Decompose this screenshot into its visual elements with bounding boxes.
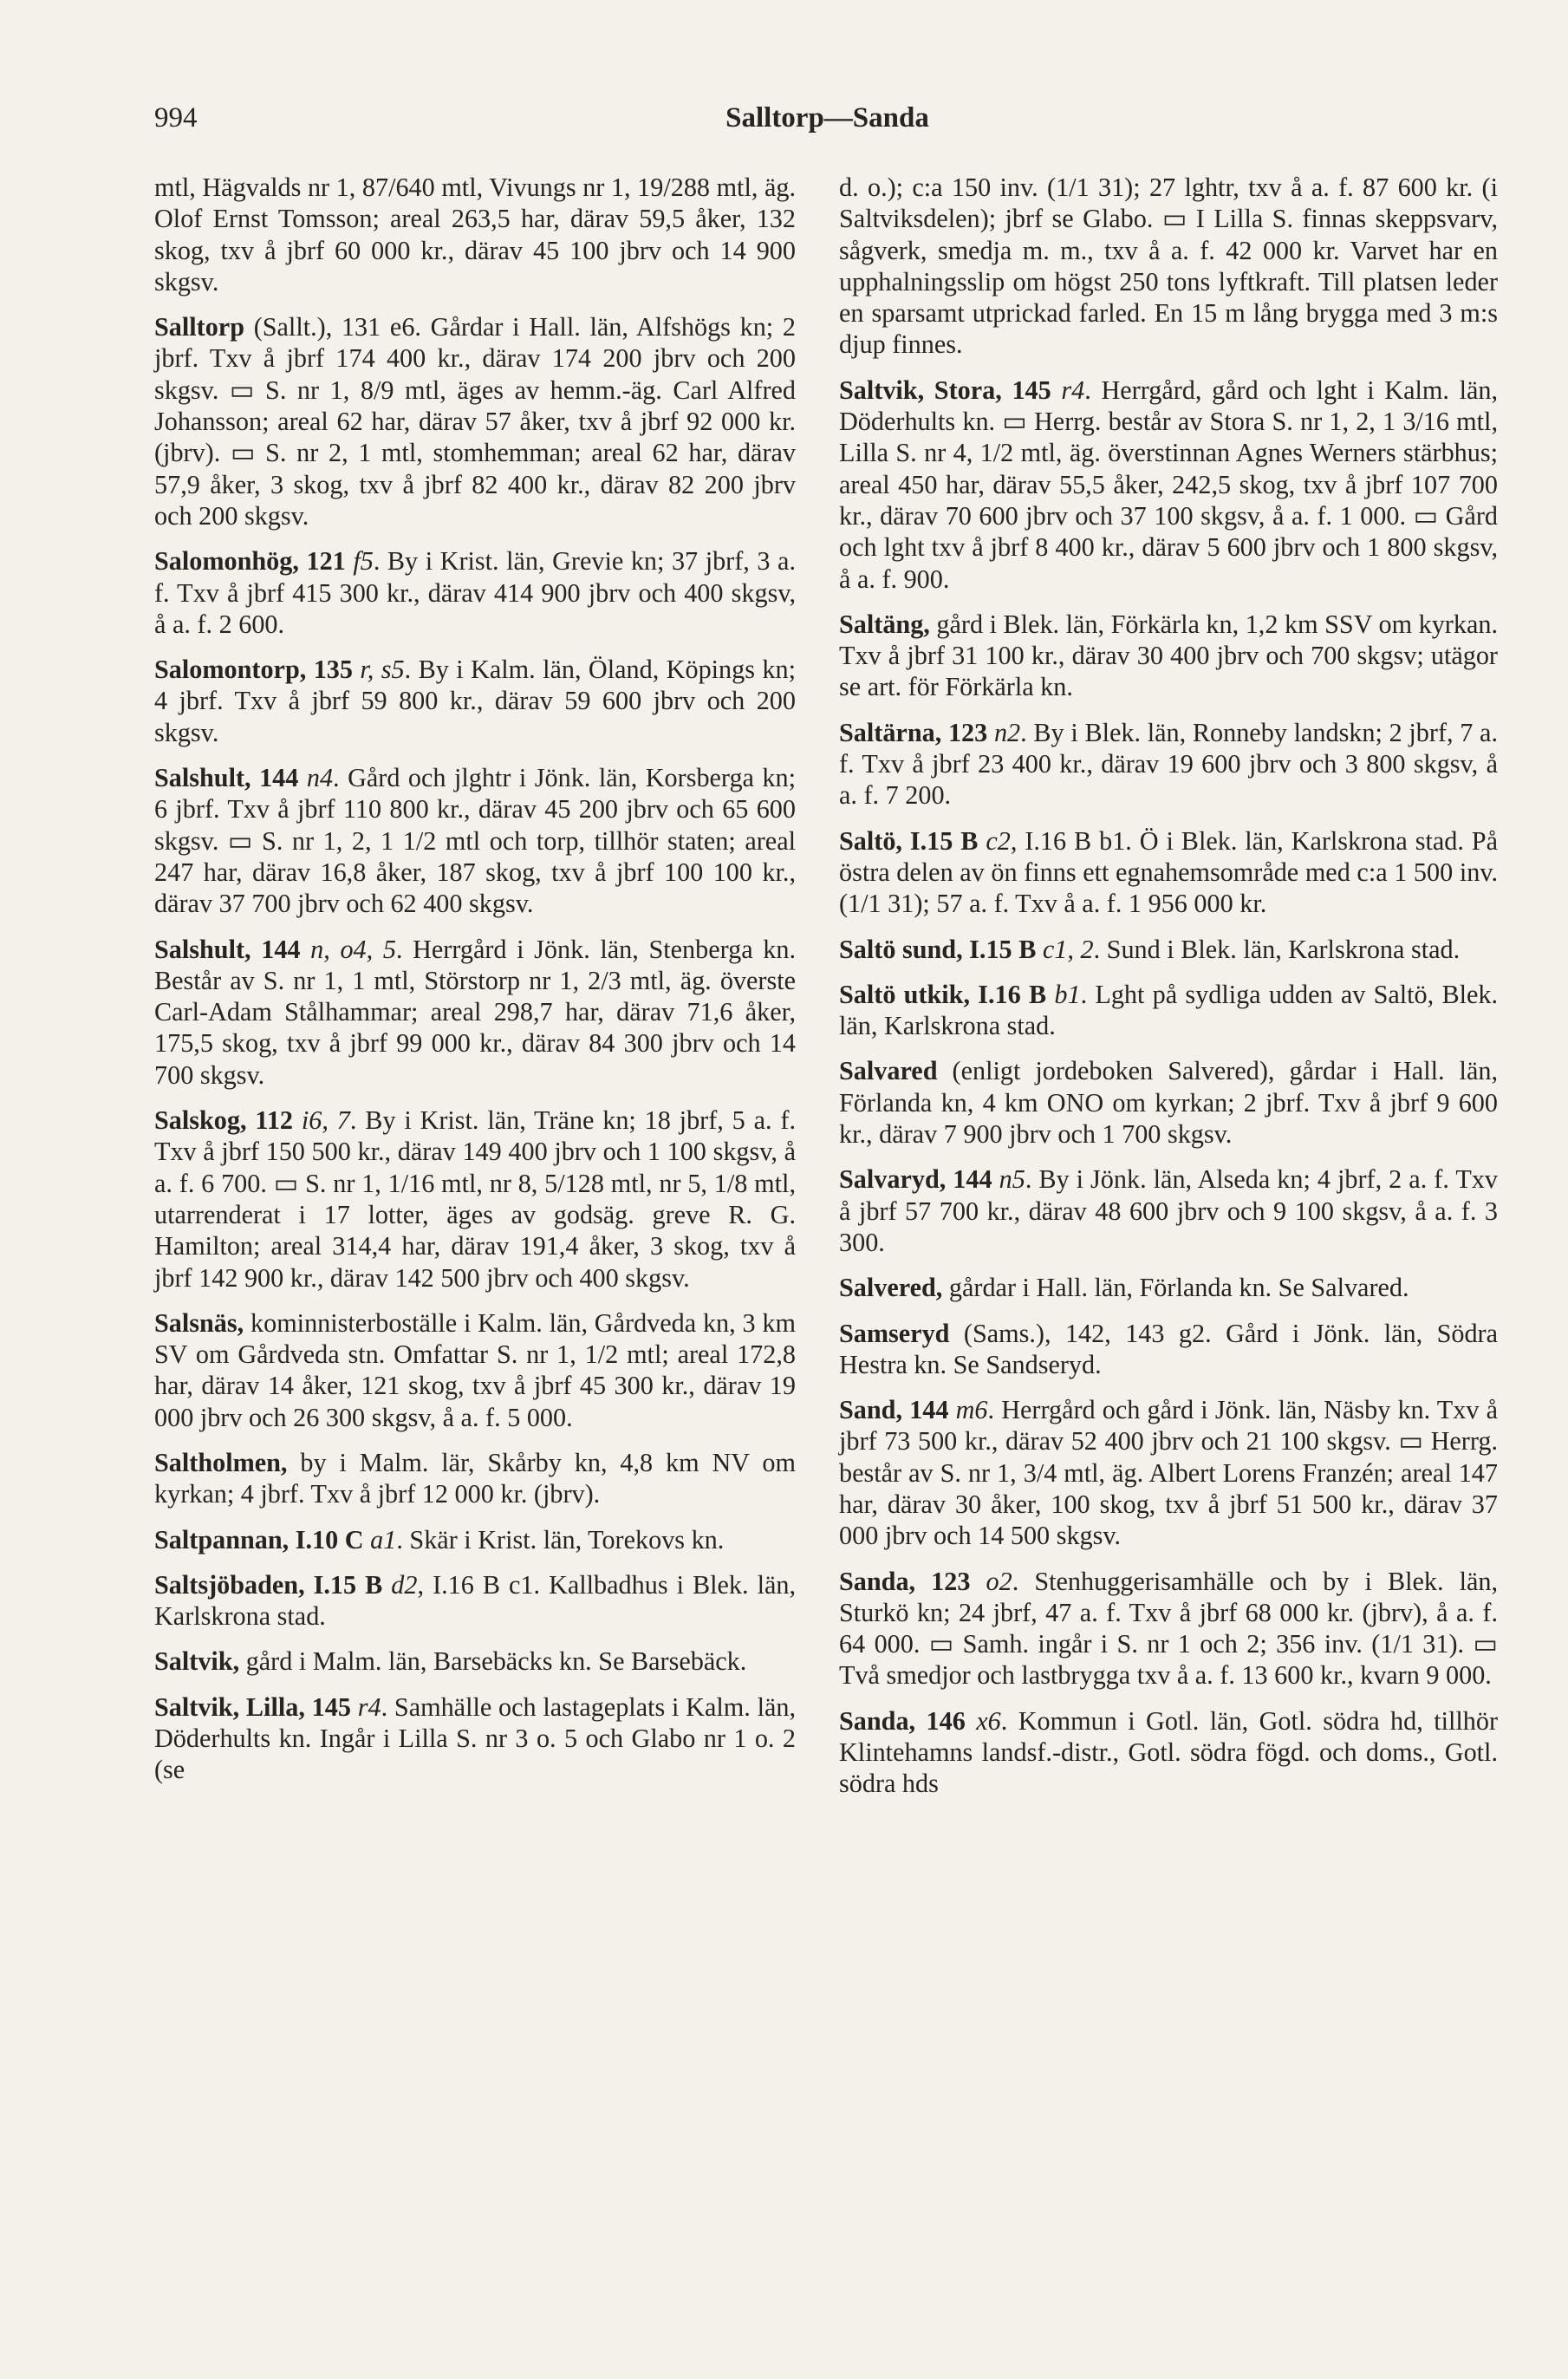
running-head: Salltorp—Sanda [725,102,929,134]
map-reference: a1 [363,1524,397,1554]
gazetteer-entry [154,1307,796,1433]
entry-headword: Salvared [839,1056,938,1086]
entry-text: . Samhälle och lastageplats i Kalm. län, Döderhults kn. Ingår i Lilla S. nr 3 o. 5 och Glabo nr 1 o. 2 (se [154,1691,797,1785]
entry-headword: Saltö utkik, I.16 B [839,979,1047,1009]
gazetteer-entry [839,1272,1498,1303]
gazetteer-entry [839,172,1498,361]
gazetteer-entry [839,979,1498,1042]
entry-headword: Saltö, I.15 B [839,825,979,856]
gazetteer-entry [154,934,796,1091]
map-reference: b1 [1046,979,1081,1009]
gazetteer-entry [154,1524,796,1555]
entry-text: . By i Krist. län, Träne kn; 18 jbrf, 5 a. f. Txv å jbrf 150 500 kr., därav 149 400 jbrv och 1 100 skgsv, å a. f. 6 700. ▭ S. nr 1, 1/16 mtl, nr 8, 5/128 mtl, nr 5, 1/8 mtl, utarrenderat i 17 lotter, äges av godsäg. greve R. G. Hamilton; areal 314,4 har, därav 191,4 åker, 3 skog, txv å jbrf 142 900 kr., därav 142 500 jbrv och 400 skgsv. [154,1105,797,1293]
page-number: 994 [154,102,198,134]
entry-text: (enligt jordeboken Salvered), gårdar i Hall. län, Förlanda kn, 4 km ONO om kyrkan; 2 jbrf. Txv å jbrf 9 600 kr., därav 7 900 jbrv och 1 700 skgsv. [839,1056,1498,1150]
gazetteer-entry [154,1691,796,1786]
entry-text: . By i Blek. län, Ronneby landskn; 2 jbrf, 7 a. f. Txv å jbrf 23 400 kr., därav 19 600 jbrv och 3 800 skgsv, å a. f. 7 200. [839,717,1499,811]
entry-text: . Herrgård och gård i Jönk. län, Näsby kn. Txv å jbrf 73 500 kr., därav 52 400 jbrv och 21 100 skgsv. ▭ Herrg. består av S. nr 1, 3/4 mtl, äg. Albert Lorens Franzén; areal 147 har, därav 30 åker, 100 skog, txv å jbrf 51 500 kr., därav 37 000 jbrv och 14 500 skgsv. [839,1395,1498,1551]
gazetteer-entry [154,172,796,297]
entry-text: gård i Blek. län, Förkärla kn, 1,2 km SSV om kyrkan. Txv å jbrf 31 100 kr., därav 30 400 jbrv och 700 skgsv; utägor se art. för Förkärla kn. [839,609,1498,702]
entry-text: mtl, Hägvalds nr 1, 87/640 mtl, Vivungs nr 1, 19/288 mtl, äg. Olof Ernst Tomsson; areal 263,5 har, därav 59,5 åker, 132 skog, txv å jbrf 60 000 kr., därav 45 100 jbrv och 14 900 skgsv. [154,173,796,297]
entry-text: . Skär i Krist. län, Torekovs kn. [396,1524,725,1554]
gazetteer-entry [154,762,796,919]
gazetteer-entry [839,825,1498,920]
map-reference: i6, 7 [293,1105,350,1136]
gazetteer-entry [154,1569,796,1633]
entry-text: , I.16 B b1. Ö i Blek. län, Karlskrona stad. På östra delen av ön finns ett egnahemsområde med c:a 1 500 inv. (1/1 31); 57 a. f. Txv å a. f. 1 956 000 kr. [839,825,1498,919]
entry-text: . Gård och jlghtr i Jönk. län, Korsberga kn; 6 jbrf. Txv å jbrf 110 800 kr., därav 45 200 jbrv och 65 600 skgsv. ▭ S. nr 1, 2, 1 1/2 mtl och torp, tillhör staten; areal 247 har, därav 16,8 åker, 187 skog, txv å jbrf 100 100 kr., därav 37 700 jbrv och 62 400 skgsv. [154,763,797,919]
entry-headword: Saltvik, [154,1646,240,1677]
gazetteer-entry [839,1163,1498,1258]
gazetteer-entry [154,1646,796,1677]
entry-text: . Herrgård i Jönk. län, Stenberga kn. Består av S. nr 1, 1 mtl, Störstorp nr 1, 2/3 mtl, äg. överste Carl-Adam Stålhammar; areal 298,7 har, därav 71,6 åker, 175,5 skog, txv å jbrf 99 000 kr., därav 84 300 jbrv och 14 700 skgsv. [154,934,797,1090]
entry-text: , I.16 B c1. Kallbadhus i Blek. län, Karlskrona stad. [154,1569,796,1632]
map-reference: n2 [987,717,1021,747]
entry-headword: Salshult, 144 [154,763,299,793]
gazetteer-entry [154,311,796,531]
entry-headword: Saltärna, 123 [839,717,988,747]
entry-text: gårdar i Hall. län, Förlanda kn. Se Salvared. [942,1273,1409,1303]
entry-headword: Salomonhög, 121 [154,546,346,577]
map-reference: m6 [948,1395,988,1425]
entry-headword: Sanda, 146 [839,1705,966,1736]
entry-headword: Saltsjöbaden, I.15 B [154,1569,383,1600]
entry-headword: Saltpannan, I.10 C [154,1524,364,1554]
entry-headword: Salshult, 144 [154,934,301,964]
map-reference: n5 [992,1164,1025,1195]
gazetteer-entry [839,1394,1498,1551]
entry-text: (Sams.), 142, 143 g2. Gård i Jönk. län, Södra Hestra kn. Se Sandseryd. [839,1318,1498,1379]
entry-headword: Saltvik, Lilla, 145 [154,1691,351,1722]
entry-headword: Samseryd [839,1318,950,1348]
right-column [839,172,1498,1814]
entry-text: . Stenhuggerisamhälle och by i Blek. län, Sturkö kn; 24 jbrf, 47 a. f. Txv å jbrf 68 000 kr. (jbrv), å a. f. 64 000. ▭ Samh. ingår i S. nr 1 och 2; 356 inv. (1/1 31). ▭ Två smedjor och lastbrygga txv å a. f. 13 600 kr., kvarn 9 000. [839,1566,1498,1691]
map-reference: c1, 2 [1036,934,1094,964]
entry-text: . Sund i Blek. län, Karlskrona stad. [1093,934,1461,964]
entry-text: (Sallt.), 131 e6. Gårdar i Hall. län, Alfshögs kn; 2 jbrf. Txv å jbrf 174 400 kr., därav 174 200 jbrv och 200 skgsv. ▭ S. nr 1, 8/9 mtl, äges av hemm.-äg. Carl Alfred Johansson; areal 62 har, därav 57 åker, txv å jbrf 92 000 kr. (jbrv). ▭ S. nr 2, 1 mtl, stomhemman; areal 62 har, därav 57,9 åker, 3 skog, txv å jbrf 82 400 kr., därav 82 200 jbrv och 200 skgsv. [154,312,796,531]
gazetteer-entry [839,1566,1498,1691]
entry-headword: Salvaryd, 144 [839,1164,992,1195]
entry-text: kominnisterboställe i Kalm. län, Gårdveda kn, 3 km SV om Gårdveda stn. Omfattar S. nr 1, 1/2 mtl; areal 172,8 har, därav 14 åker, 121 skog, txv å jbrf 45 300 kr., därav 19 000 jbrv och 26 300 skgsv, å a. f. 5 000. [154,1307,796,1432]
map-reference: n, o4, 5 [300,934,396,964]
entry-text: gård i Malm. län, Barsebäcks kn. Se Barsebäck. [239,1646,747,1677]
gazetteer-entry [839,1318,1498,1381]
gazetteer-entry [154,1447,796,1510]
map-reference: x6 [965,1705,1001,1736]
gazetteer-entry [839,934,1498,965]
page-header [154,102,1500,146]
entry-headword: Saltholmen, [154,1447,288,1477]
entry-headword: Saltö sund, I.15 B [839,934,1037,964]
left-column [154,172,796,1800]
entry-text: by i Malm. lär, Skårby kn, 4,8 km NV om kyrkan; 4 jbrf. Txv å jbrf 12 000 kr. (jbrv). [154,1447,796,1509]
map-reference: f5 [345,546,374,577]
gazetteer-entry [839,717,1498,811]
entry-text: d. o.); c:a 150 inv. (1/1 31); 27 lghtr, txv å a. f. 87 600 kr. (i Saltviksdelen); jbrf se Glabo. ▭ I Lilla S. finnas skeppsvarv, sågverk, smedja m. m., txv å a. f. 42 000 kr. Varvet har en upphalningsslip om högst 250 tons lyftkraft. Till platsen leder en sparsamt utprickad farled. En 15 m lång brygga med 3 m:s djup finnes. [839,173,1498,360]
entry-text: . Kommun i Gotl. län, Gotl. södra hd, tillhör Klintehamns landsf.-distr., Gotl. södra fögd. och doms., Gotl. södra hds [839,1705,1498,1799]
entry-text: . By i Jönk. län, Alseda kn; 4 jbrf, 2 a. f. Txv å jbrf 57 700 kr., därav 48 600 jbrv och 9 100 skgsv, å a. f. 3 300. [839,1164,1498,1257]
gazetteer-entry [154,654,796,748]
gazetteer-entry [154,1105,796,1294]
map-reference: d2 [382,1569,418,1600]
map-reference: r4 [350,1691,381,1722]
entry-headword: Saltäng, [839,609,930,639]
entry-text: . Herrgård, gård och lght i Kalm. län, Döderhults kn. ▭ Herrg. består av Stora S. nr 1, 2, 1 3/16 mtl, Lilla S. nr 4, 1/2 mtl, äg. överstinnan Agnes Werners stärbhus; areal 450 har, därav 55,5 åker, 242,5 skog, txv å jbrf 107 700 kr., därav 70 600 jbrv och 37 100 skgsv, å a. f. 1 000. ▭ Gård och lght txv å jbrf 8 400 kr., därav 5 600 jbrv och 1 800 skgsv, å a. f. 900. [839,375,1499,594]
map-reference: c2 [978,825,1011,856]
entry-headword: Saltvik, Stora, 145 [839,375,1051,405]
entry-headword: Salvered, [839,1273,943,1303]
entry-headword: Salskog, 112 [154,1105,294,1136]
gazetteer-entry [154,545,796,640]
entry-headword: Salsnäs, [154,1307,244,1338]
gazetteer-entry [839,1055,1498,1150]
map-reference: r, s5 [352,655,405,685]
entry-headword: Salltorp [154,312,244,342]
entry-headword: Sand, 144 [839,1395,949,1425]
gazetteer-entry [839,375,1498,595]
entry-text: . Lght på sydliga udden av Saltö, Blek. län, Karlskrona stad. [839,979,1499,1041]
map-reference: o2 [970,1566,1012,1596]
entry-text: . By i Krist. län, Grevie kn; 37 jbrf, 3 a. f. Txv å jbrf 415 300 kr., därav 414 900 jbrv och 400 skgsv, å a. f. 2 600. [154,546,797,639]
gazetteer-entry [839,609,1498,703]
entry-headword: Salomontorp, 135 [154,655,353,685]
map-reference: n4 [298,763,334,793]
map-reference: r4 [1051,375,1085,405]
gazetteer-entry [839,1705,1498,1800]
entry-text: . By i Kalm. län, Öland, Köpings kn; 4 jbrf. Txv å jbrf 59 800 kr., därav 59 600 jbrv och 200 skgsv. [154,655,796,747]
entry-headword: Sanda, 123 [839,1566,971,1596]
